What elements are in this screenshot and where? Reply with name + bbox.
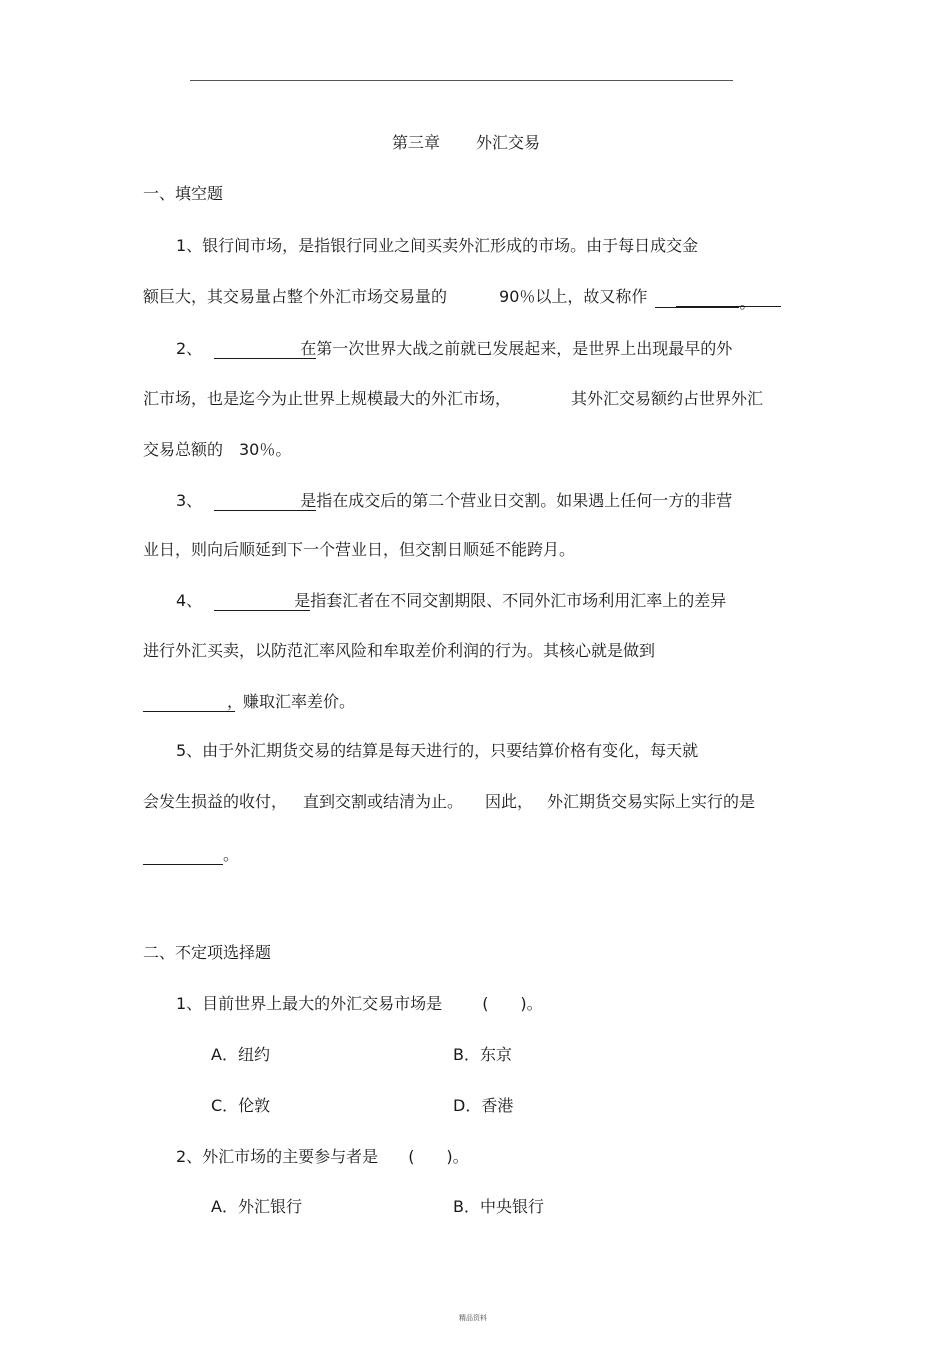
mc-q1-option-a[interactable]: A．纽约 <box>211 1045 270 1064</box>
mc-q1-stem: 1、目前世界上最大的外汇交易市场是 ( )。 <box>176 994 543 1013</box>
q2-line1-text: 在第一次世界大战之前就已发展起来，是世界上出现最早的外 <box>300 339 733 358</box>
page-title <box>392 133 540 153</box>
q2-line2: 汇市场，也是迄今为止世界上规模最大的外汇市场， 其外汇交易额约占世界外汇 <box>143 389 764 408</box>
mc-q2-option-a[interactable]: A．外汇银行 <box>211 1197 302 1216</box>
q1-blank[interactable]: 。 <box>655 289 760 307</box>
q4-line3: ，赚取汇率差价。 <box>143 692 355 712</box>
mc-q2-answer-paren[interactable]: ( )。 <box>408 1147 469 1166</box>
section-heading-fill-blank: 一、填空题 <box>143 184 224 203</box>
q1-line2-percent: 90％以上，故又称作 <box>499 287 648 306</box>
q2-line1 <box>176 339 732 359</box>
q2-line3: 交易总额的 30％。 <box>143 440 292 459</box>
header-rule <box>190 80 733 81</box>
q5-line1: 5、由于外汇期货交易的结算是每天进行的，只要结算价格有变化，每天就 <box>176 741 699 760</box>
q5-blank[interactable] <box>143 846 223 865</box>
mc-q1-option-b[interactable]: B．东京 <box>453 1045 512 1064</box>
q3-line2: 业日，则向后顺延到下一个营业日，但交割日顺延不能跨月。 <box>143 540 576 559</box>
q3-number: 3、 <box>176 491 203 510</box>
q4-line2: 进行外汇买卖，以防范汇率风险和牟取差价利润的行为。其核心就是做到 <box>143 641 656 660</box>
q5-line2: 会发生损益的收付， 直到交割或结清为止。 因此， 外汇期货交易实际上实行的是 <box>143 792 756 811</box>
section-heading-multiple-choice: 二、不定项选择题 <box>143 943 272 962</box>
q5-line3: 。 <box>143 845 239 865</box>
mc-q1-answer-paren[interactable]: ( )。 <box>482 994 543 1013</box>
page-footer: 精品资料 <box>459 1314 487 1322</box>
q1-line2-text: 额巨大，其交易量占整个外汇市场交易量的 <box>143 287 448 306</box>
mc-q1-option-d[interactable]: D．香港 <box>453 1096 514 1115</box>
q1-blank-underline <box>676 306 781 307</box>
mc-q1-option-c[interactable]: C．伦敦 <box>211 1096 271 1115</box>
mc-q2-stem: 2、外汇市场的主要参与者是 ( )。 <box>176 1147 469 1166</box>
q3-line1-text: 是指在成交后的第二个营业日交割。如果遇上任何一方的非营 <box>300 491 733 510</box>
q1-line2 <box>143 287 760 312</box>
q4-blank-2[interactable] <box>143 693 235 712</box>
q3-line1 <box>176 491 732 511</box>
q4-number: 4、 <box>176 591 203 610</box>
q1-line1: 1、银行间市场，是指银行同业之间买卖外汇形成的市场。由于每日成交金 <box>176 236 699 255</box>
mc-q2-option-b[interactable]: B．中央银行 <box>453 1197 544 1216</box>
q4-line1-text: 是指套汇者在不同交割期限、不同外汇市场利用汇率上的差异 <box>294 591 727 610</box>
q2-number: 2、 <box>176 339 203 358</box>
chapter-name: 外汇交易 <box>476 133 541 152</box>
chapter-number: 第三章 <box>392 133 441 152</box>
q4-line1 <box>176 591 726 611</box>
